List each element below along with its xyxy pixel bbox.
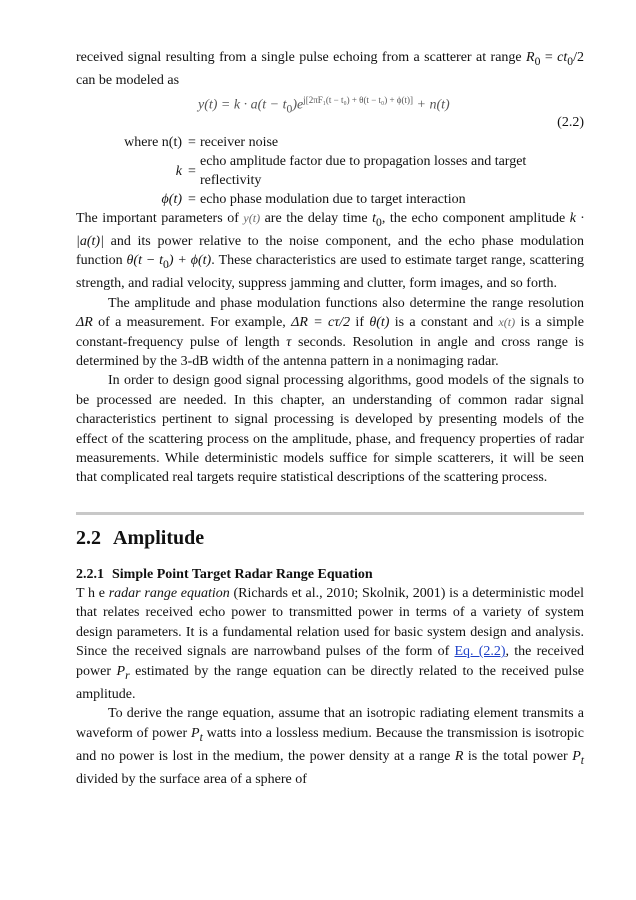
document-page (76, 48, 584, 789)
equation-2-2 (76, 91, 584, 133)
where-row-noise: where n(t) = receiver noise (124, 134, 279, 150)
equation-number: (2.2) (557, 114, 584, 130)
where-row-phi: ϕ(t) = echo phase modulation due to target interaction (161, 191, 466, 207)
where-definitions (76, 133, 584, 209)
subsection-heading: 2.2.1 Simple Point Target Radar Range Equation (76, 566, 373, 582)
equation-body: $y(t) = k \cdot a(t - t_0)e^{j[2\pi F_1(t - t_0) + \theta(t - t_0) + \phi(t)]} + n(t)$ (198, 94, 450, 116)
equation-link[interactable]: Eq. (2.2) (454, 644, 506, 660)
where-row-k: k = echo amplitude factor due to propagation losses and target reflectivity (175, 153, 527, 188)
paragraph-parameters: The important parameters of y(t) are the delay time $t_0$, the echo component amplitude k · |a(t)| and its power relative to the noise component, and the echo phase modulation function $\theta(t - t_0) + \phi(t)$. These characteristics are used to estimate target range, scattering strength, and radial velocity, suppress jamming and clutter, form images, and so forth. (76, 210, 584, 292)
paragraph-range-equation: T h e radar range equation (Richards et al., 2010; Skolnik, 2001) is a deterministic model that relates received echo power to transmitted power in terms of a variety of system design parameters. It is a fundamental relation used for basic system design and analysis. Since the received signals are narrowband pulses of the form of Eq. (2.2), the received power $P_r$ estimated by the range equation can be directly related to the received pulse amplitude. (76, 585, 585, 702)
paragraph-models: In order to design good signal processing algorithms, good models of the signals to be processed are needed. In this chapter, an understanding of common radar signal characteristics pertinent to signal processing is developed by presenting models of the effect of the scattering process on the amplitude, phase, and frequency properties of radar measurements. While deterministic models suffice for simple scatterers, it will be seen that complicated real targets require statistical descriptions of the scattering process. (76, 373, 584, 486)
intro-paragraph: received signal resulting from a single pulse echoing from a scatterer at range $R_0 = ct_0/2$ can be modeled as (76, 50, 584, 89)
paragraph-derivation: To derive the range equation, assume that an isotropic radiating element transmits a waveform of power $P_t$ watts into a lossless medium. Because the transmission is isotropic and no power is lost in the medium, the power density at a range R is the total power $P_t$ divided by the surface area of a sphere of (76, 706, 584, 787)
paragraph-resolution: The amplitude and phase modulation functions also determine the range resolution ΔR of a measurement. For example, ΔR = cτ/2 if θ(t) is a constant and x(t) is a simple constant-frequency pulse of length τ seconds. Resolution in angle and cross range is determined by the 3-dB width of the antenna pattern in a nonimaging radar. (76, 295, 584, 370)
section-divider (76, 512, 584, 515)
section-heading: 2.2 Amplitude (76, 526, 205, 549)
